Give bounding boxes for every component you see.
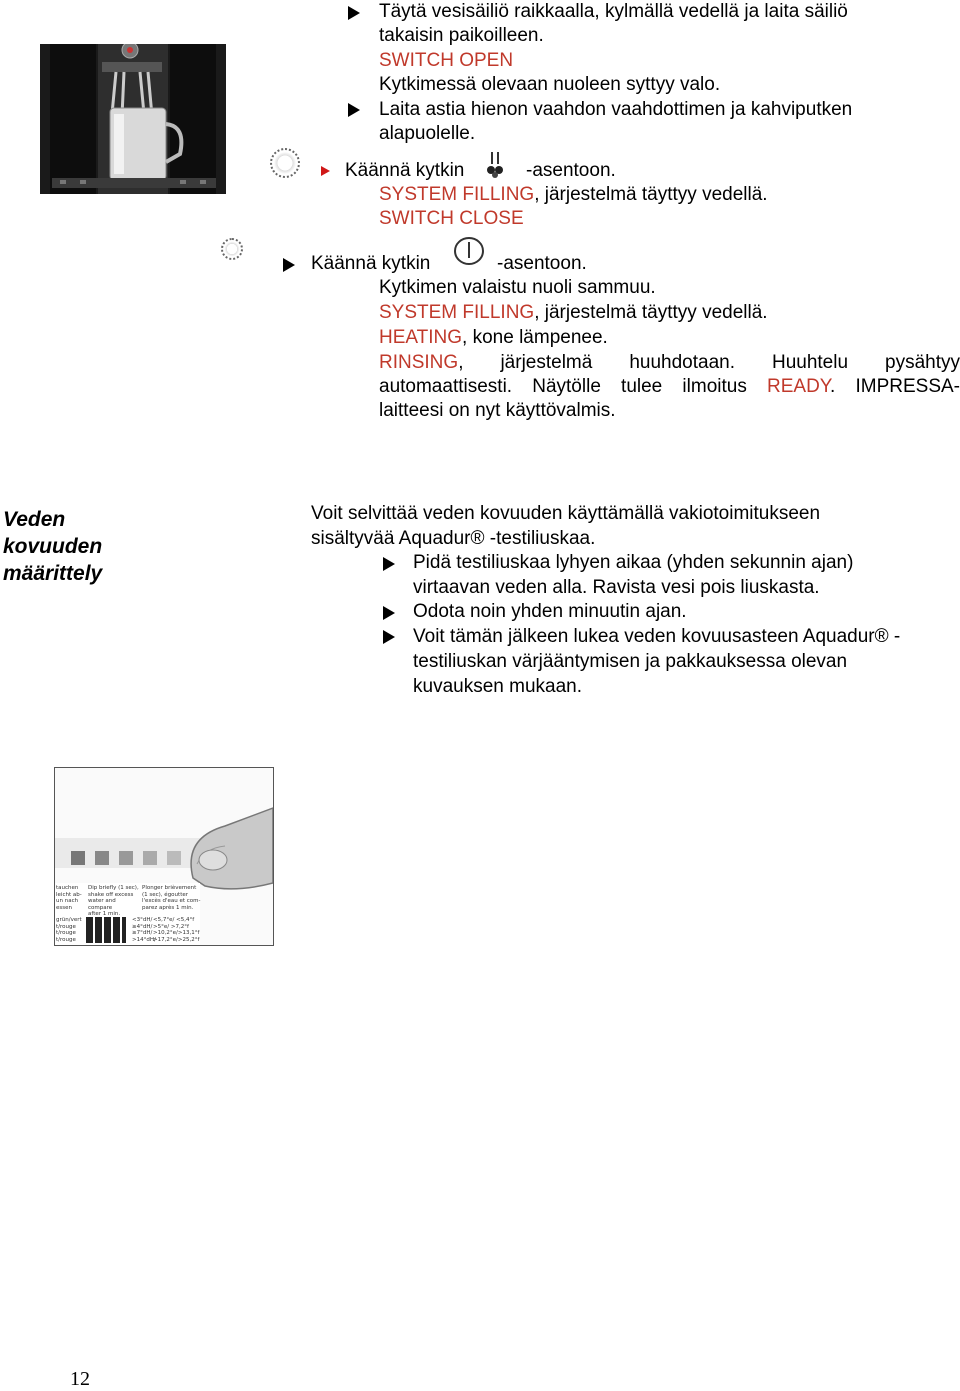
kaanna-kytkin-2: Käännä kytkin: [311, 253, 431, 274]
strip-text: >5°e/ >7,2°f: [153, 923, 189, 930]
test-strip-illustration: [54, 767, 274, 946]
rinsing-line: [379, 351, 960, 375]
rotary-switch-icon: [221, 238, 243, 260]
page-number: 12: [70, 1368, 90, 1390]
heating-text: , kone lämpenee.: [462, 327, 608, 348]
strip-text: >17,2°e/>25,2°f: [153, 936, 200, 943]
automatic-text: automaattisesti. Näytölle tulee ilmoitus: [379, 376, 768, 397]
intro-line1: Voit selvittää veden kovuuden käyttämällä vakiotoimitukseen: [311, 503, 821, 524]
strip-text: ≥4°dH/: [132, 923, 153, 930]
bullet1-line2: takaisin paikoilleen.: [379, 25, 544, 46]
steam-position-icon: [480, 150, 514, 180]
strip-text: leicht ab-: [56, 891, 82, 898]
red-arrow-icon: [321, 166, 330, 176]
strip-text: un nach: [56, 898, 79, 904]
strip-text: after 1 min.: [88, 911, 121, 917]
strip-color-scale: [86, 917, 126, 943]
bullet-arrow-icon: [383, 606, 395, 620]
power-position-icon: [453, 236, 485, 266]
ready-status: READY: [767, 376, 831, 397]
valaistu-text: Kytkimen valaistu nuoli sammuu.: [379, 277, 656, 298]
strip-text: t/rouge: [56, 930, 76, 936]
section-heading: [3, 506, 143, 587]
bullet-arrow-icon: [348, 103, 360, 117]
strip-text: Dip briefly (1 sec),: [88, 885, 139, 891]
strip-text: grün/vert: [56, 917, 82, 923]
strip-text: l'excès d'eau et com-: [142, 898, 201, 904]
heading-line: Veden: [3, 508, 66, 531]
valmis-text: laitteesi on nyt käyttövalmis.: [379, 400, 616, 421]
heading-line: kovuuden: [3, 535, 103, 558]
strip-text: t/rouge: [56, 923, 76, 930]
kaanna-kytkin-2-suffix: -asentoon.: [497, 253, 587, 274]
heating-status: HEATING: [379, 327, 463, 348]
coffee-machine-illustration: [40, 44, 226, 194]
system-filling-1: [379, 183, 768, 207]
strip-text: Plonger brièvement: [142, 885, 197, 891]
strip-text: shake off excess: [88, 891, 134, 898]
strip-text: >10,2°e/>13,1°f: [153, 930, 200, 936]
system-filling-status: SYSTEM FILLING: [379, 184, 535, 205]
step1-line1: Pidä testiliuskaa lyhyen aikaa (yhden sekunnin ajan): [413, 552, 854, 573]
switch-close-label: SWITCH CLOSE: [379, 208, 524, 229]
bullet2-line2: alapuolelle.: [379, 123, 476, 144]
bullet1-line1: Täytä vesisäiliö raikkaalla, kylmällä vedellä ja laita säiliö: [379, 1, 848, 22]
kaanna-kytkin-1-suffix: -asentoon.: [526, 160, 616, 181]
kaanna-kytkin-1: Käännä kytkin: [345, 160, 465, 181]
rinsing-status: RINSING: [379, 352, 459, 373]
strip-text: <3°dH/: [132, 917, 153, 923]
strip-text: (1 sec), égoutter: [142, 891, 188, 898]
system-filling-status: SYSTEM FILLING: [379, 302, 535, 323]
step3-line3: kuvauksen mukaan.: [413, 676, 582, 697]
strip-text: tauchen: [56, 885, 79, 891]
step3-line1: Voit tämän jälkeen lukea veden kovuusasteen Aquadur® -: [413, 626, 901, 647]
automatic-line: [379, 375, 960, 399]
strip-text: essen: [56, 904, 72, 911]
bullet-arrow-icon: [383, 630, 395, 644]
strip-text: water and compare: [88, 898, 116, 911]
step3-line2: testiliuskan värjääntymisen ja pakkauksessa olevan: [413, 651, 848, 672]
strip-text: t/rouge: [56, 936, 76, 943]
rotary-switch-icon: [270, 148, 300, 178]
intro-line2: sisältyvää Aquadur® -testiliuskaa.: [311, 528, 596, 549]
bullet-arrow-icon: [348, 6, 360, 20]
heating-line: [379, 326, 608, 350]
system-filling-2: [379, 301, 768, 325]
impressa-text: . IMPRESSA-: [830, 376, 960, 397]
step1-line2: virtaavan veden alla. Ravista vesi pois liuskasta.: [413, 577, 820, 598]
bullet2-line1: Laita astia hienon vaahdon vaahdottimen ja kahviputken: [379, 99, 853, 120]
strip-text: <5,7°e/ <5,4°f: [153, 917, 195, 923]
strip-text: >14°dH/: [132, 936, 156, 943]
rinsing-text: , järjestelmä huuhdotaan. Huuhtelu pysähtyy: [458, 352, 960, 373]
strip-text: ≥7°dH/: [132, 930, 153, 936]
system-filling-text: , järjestelmä täyttyy vedellä.: [534, 184, 768, 205]
bullet-arrow-icon: [383, 557, 395, 571]
strip-text: parez après 1 min.: [142, 904, 194, 911]
bullet-arrow-icon: [283, 258, 295, 272]
switch-open-label: SWITCH OPEN: [379, 50, 514, 71]
system-filling-text: , järjestelmä täyttyy vedellä.: [534, 302, 768, 323]
kytkin-valo-text: Kytkimessä olevaan nuoleen syttyy valo.: [379, 74, 721, 95]
step2-text: Odota noin yhden minuutin ajan.: [413, 601, 687, 622]
heading-line: määrittely: [3, 562, 103, 585]
